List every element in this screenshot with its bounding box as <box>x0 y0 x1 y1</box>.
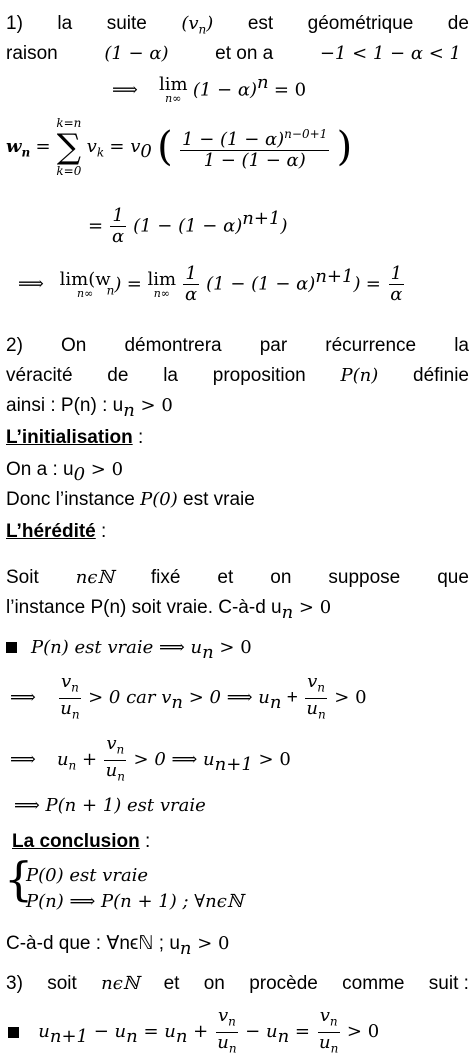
init-heading: L’initialisation : <box>6 427 144 448</box>
p2-line2: véracité de la proposition P(n) définie <box>6 365 469 386</box>
left-brace: { <box>4 852 34 906</box>
p1-line1 <box>6 12 469 42</box>
p1-limit <box>112 72 306 104</box>
p3-line1: 3) soit nϵℕ et on procède comme suit : <box>6 973 469 994</box>
step3-line: ⟹ $u_n$ + $\frac{v_n}{u_n}$ > 0 ⟹ $u_{n+1} > 0$ <box>10 733 291 784</box>
word: et on a <box>215 43 274 64</box>
car-line: ⟹ $\frac{v_n}{u_n}$ > 0 car $v_n > 0$ ⟹ $u_n$ + $\frac{v_n}{u_n}$ > 0 <box>10 671 367 722</box>
concl-heading: La conclusion : <box>12 831 151 852</box>
word: géométrique <box>307 13 414 34</box>
wn: $w_n$ <box>6 136 31 160</box>
word: 1) <box>6 13 23 34</box>
instance-line: l’instance P(n) soit vraie. C-à-d $u_n > 0$ <box>6 597 332 623</box>
math-raison: (1 − α) <box>104 43 169 64</box>
word: de <box>447 13 469 34</box>
bullet-square-icon <box>6 642 17 653</box>
bullet1: P(n) est vraie ⟹ $u_n > 0$ <box>6 636 469 665</box>
word: raison <box>6 43 58 64</box>
system-line1: P(0) est vraie <box>26 865 149 886</box>
step4-line: ⟹ P(n + 1) est vraie <box>14 795 206 816</box>
sigma: k=n ∑ k=0 <box>56 116 82 178</box>
word: est <box>247 13 274 34</box>
hered-heading: L’hérédité : <box>6 521 107 542</box>
p3-bullet: $u_{n+1} - u_n = u_n$ + $\frac{v_n}{u_n}$ − $u_n$ = $\frac{v_n}{u_n}$ > 0 <box>8 1006 379 1058</box>
p1-sum: $w_n$ = k=n ∑ k=0 $v_k = v_0$ ( $\frac{1 - (1 - \alpha)^{n-0+1}}{1 - (1 - \alpha)}$ ) <box>6 116 353 178</box>
p1-final: ⟹ lim(w n∞ $_n$) = lim n∞ $\frac{1}{\alpha}$ $(1 - (1 - \alpha)^{n+1})$ = $\frac{1}{\alpha}$ <box>18 263 403 305</box>
exp: n <box>257 72 269 93</box>
p1-line2 <box>6 42 461 66</box>
p2-line3: ainsi : P(n) : $u_n > 0$ <box>6 395 173 421</box>
word: la <box>57 13 73 34</box>
expr: (1 − α) <box>192 79 257 101</box>
p1-eq-line: = $\frac{1}{\alpha}$ $(1 - (1 - \alpha)^{n+1})$ <box>88 205 288 247</box>
sum-fraction: $\frac{1 - (1 - \alpha)^{n-0+1}}{1 - (1 - \alpha)}$ <box>180 124 329 171</box>
math-vn: $(v_n)$ <box>181 13 214 37</box>
implies: ⟹ <box>112 79 138 101</box>
system-line2: P(n) ⟹ P(n + 1) ; ∀nϵℕ <box>26 891 244 912</box>
soit-line: Soit nϵℕ fixé et on suppose que <box>6 567 469 588</box>
word: suite <box>106 13 147 34</box>
lim: lim n∞ <box>158 74 188 106</box>
rhs: = 0 <box>273 79 307 101</box>
eq: = v <box>109 136 141 158</box>
on-a-line: On a : $u_0 > 0$ <box>6 459 124 485</box>
cad-line: C-à-d que : ∀nϵℕ ; $u_n > 0$ <box>6 933 230 959</box>
p2-line1: 2) On démontrera par récurrence la <box>6 335 469 356</box>
bullet-square-icon <box>8 1027 19 1038</box>
donc-line: Donc l’instance P(0) est vraie <box>6 489 255 510</box>
math-ineq: −1 < 1 − α < 1 <box>319 43 461 64</box>
vk: $v_k$ <box>86 136 105 160</box>
